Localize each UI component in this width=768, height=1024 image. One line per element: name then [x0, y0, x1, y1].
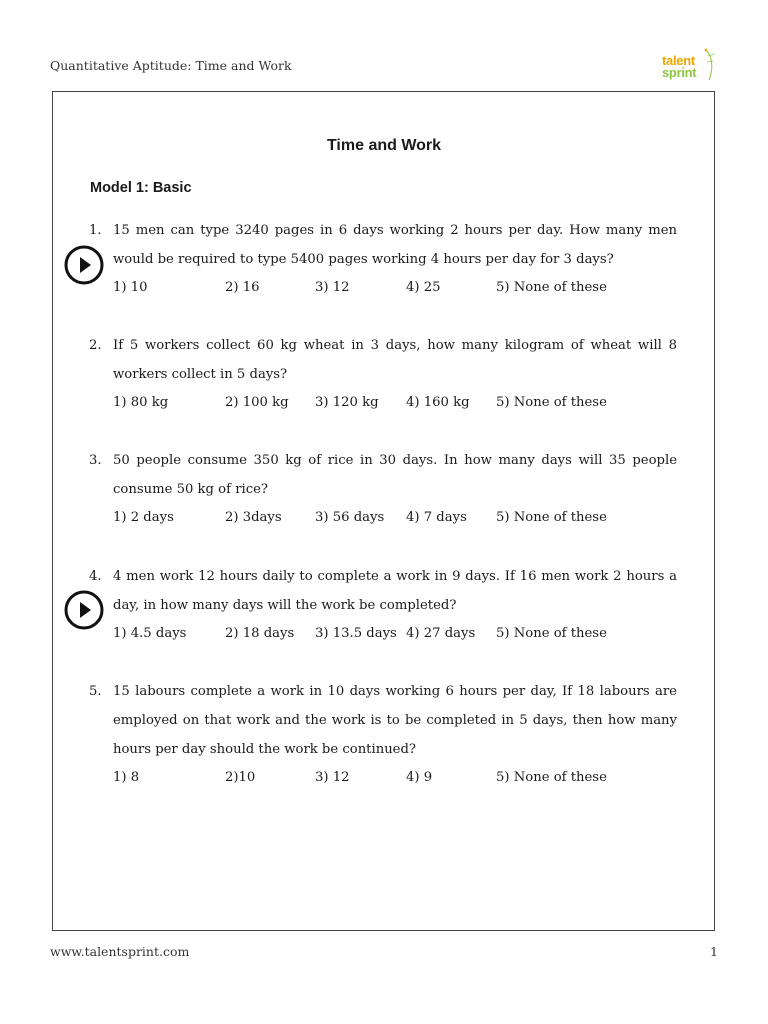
option-4: 4) 25	[406, 280, 441, 295]
question-text: 15 labours complete a work in 10 days working 6 hours per day, If 18 labours are employed on that work and the work is to be completed in 5 days, then how many hours per day should the work be continued?	[113, 684, 677, 757]
option-1: 1) 2 days	[113, 510, 174, 525]
header-title: Quantitative Aptitude: Time and Work	[50, 58, 292, 73]
question-number: 4.	[89, 569, 102, 584]
play-circle-icon	[64, 245, 104, 285]
document-title: Time and Work	[326, 137, 442, 154]
question-2	[89, 331, 677, 417]
question-5	[89, 677, 677, 792]
option-5: 5) None of these	[496, 770, 607, 785]
option-3: 3) 12	[315, 770, 350, 785]
option-5: 5) None of these	[496, 280, 607, 295]
question-number: 3.	[89, 453, 102, 468]
option-1: 1) 80 kg	[113, 395, 169, 410]
question-text: If 5 workers collect 60 kg wheat in 3 days, how many kilogram of wheat will 8 workers collect in 5 days?	[113, 338, 677, 382]
section-title: Model 1: Basic	[90, 180, 192, 196]
option-1: 1) 4.5 days	[113, 626, 187, 641]
answer-options	[113, 620, 677, 648]
answer-options	[113, 504, 677, 532]
option-2: 2) 18 days	[225, 626, 295, 641]
footer-website-link[interactable]: www.talentsprint.com	[50, 944, 190, 959]
option-4: 4) 160 kg	[406, 395, 470, 410]
question-3	[89, 446, 677, 532]
option-4: 4) 9	[406, 770, 433, 785]
question-1	[89, 216, 677, 302]
question-number: 1.	[89, 223, 102, 238]
option-5: 5) None of these	[496, 510, 607, 525]
page-number: 1	[710, 944, 718, 959]
question-text: 50 people consume 350 kg of rice in 30 days. In how many days will 35 people consume 50 kg of rice?	[113, 453, 677, 497]
play-video-button-question-4[interactable]	[64, 590, 104, 630]
answer-options	[113, 389, 677, 417]
option-3: 3) 12	[315, 280, 350, 295]
play-circle-icon	[64, 590, 104, 630]
talentsprint-logo	[662, 46, 722, 86]
play-video-button-question-1[interactable]	[64, 245, 104, 285]
option-3: 3) 120 kg	[315, 395, 379, 410]
question-number: 5.	[89, 684, 102, 699]
option-4: 4) 7 days	[406, 510, 467, 525]
option-2: 2) 100 kg	[225, 395, 289, 410]
question-4	[89, 562, 677, 648]
option-3: 3) 56 days	[315, 510, 385, 525]
logo-text-talent: talent	[662, 53, 695, 68]
option-1: 1) 10	[113, 280, 148, 295]
logo-text-sprint: sprint	[662, 65, 697, 80]
option-1: 1) 8	[113, 770, 140, 785]
answer-options	[113, 764, 677, 792]
option-4: 4) 27 days	[406, 626, 476, 641]
option-3: 3) 13.5 days	[315, 626, 397, 641]
option-2: 2) 16	[225, 280, 260, 295]
option-2: 2)10	[225, 770, 256, 785]
option-5: 5) None of these	[496, 626, 607, 641]
question-number: 2.	[89, 338, 102, 353]
answer-options	[113, 274, 677, 302]
option-2: 2) 3days	[225, 510, 282, 525]
option-5: 5) None of these	[496, 395, 607, 410]
question-text: 4 men work 12 hours daily to complete a work in 9 days. If 16 men work 2 hours a day, in how many days will the work be completed?	[113, 569, 677, 613]
question-text: 15 men can type 3240 pages in 6 days working 2 hours per day. How many men would be required to type 5400 pages working 4 hours per day for 3 days?	[113, 223, 677, 267]
